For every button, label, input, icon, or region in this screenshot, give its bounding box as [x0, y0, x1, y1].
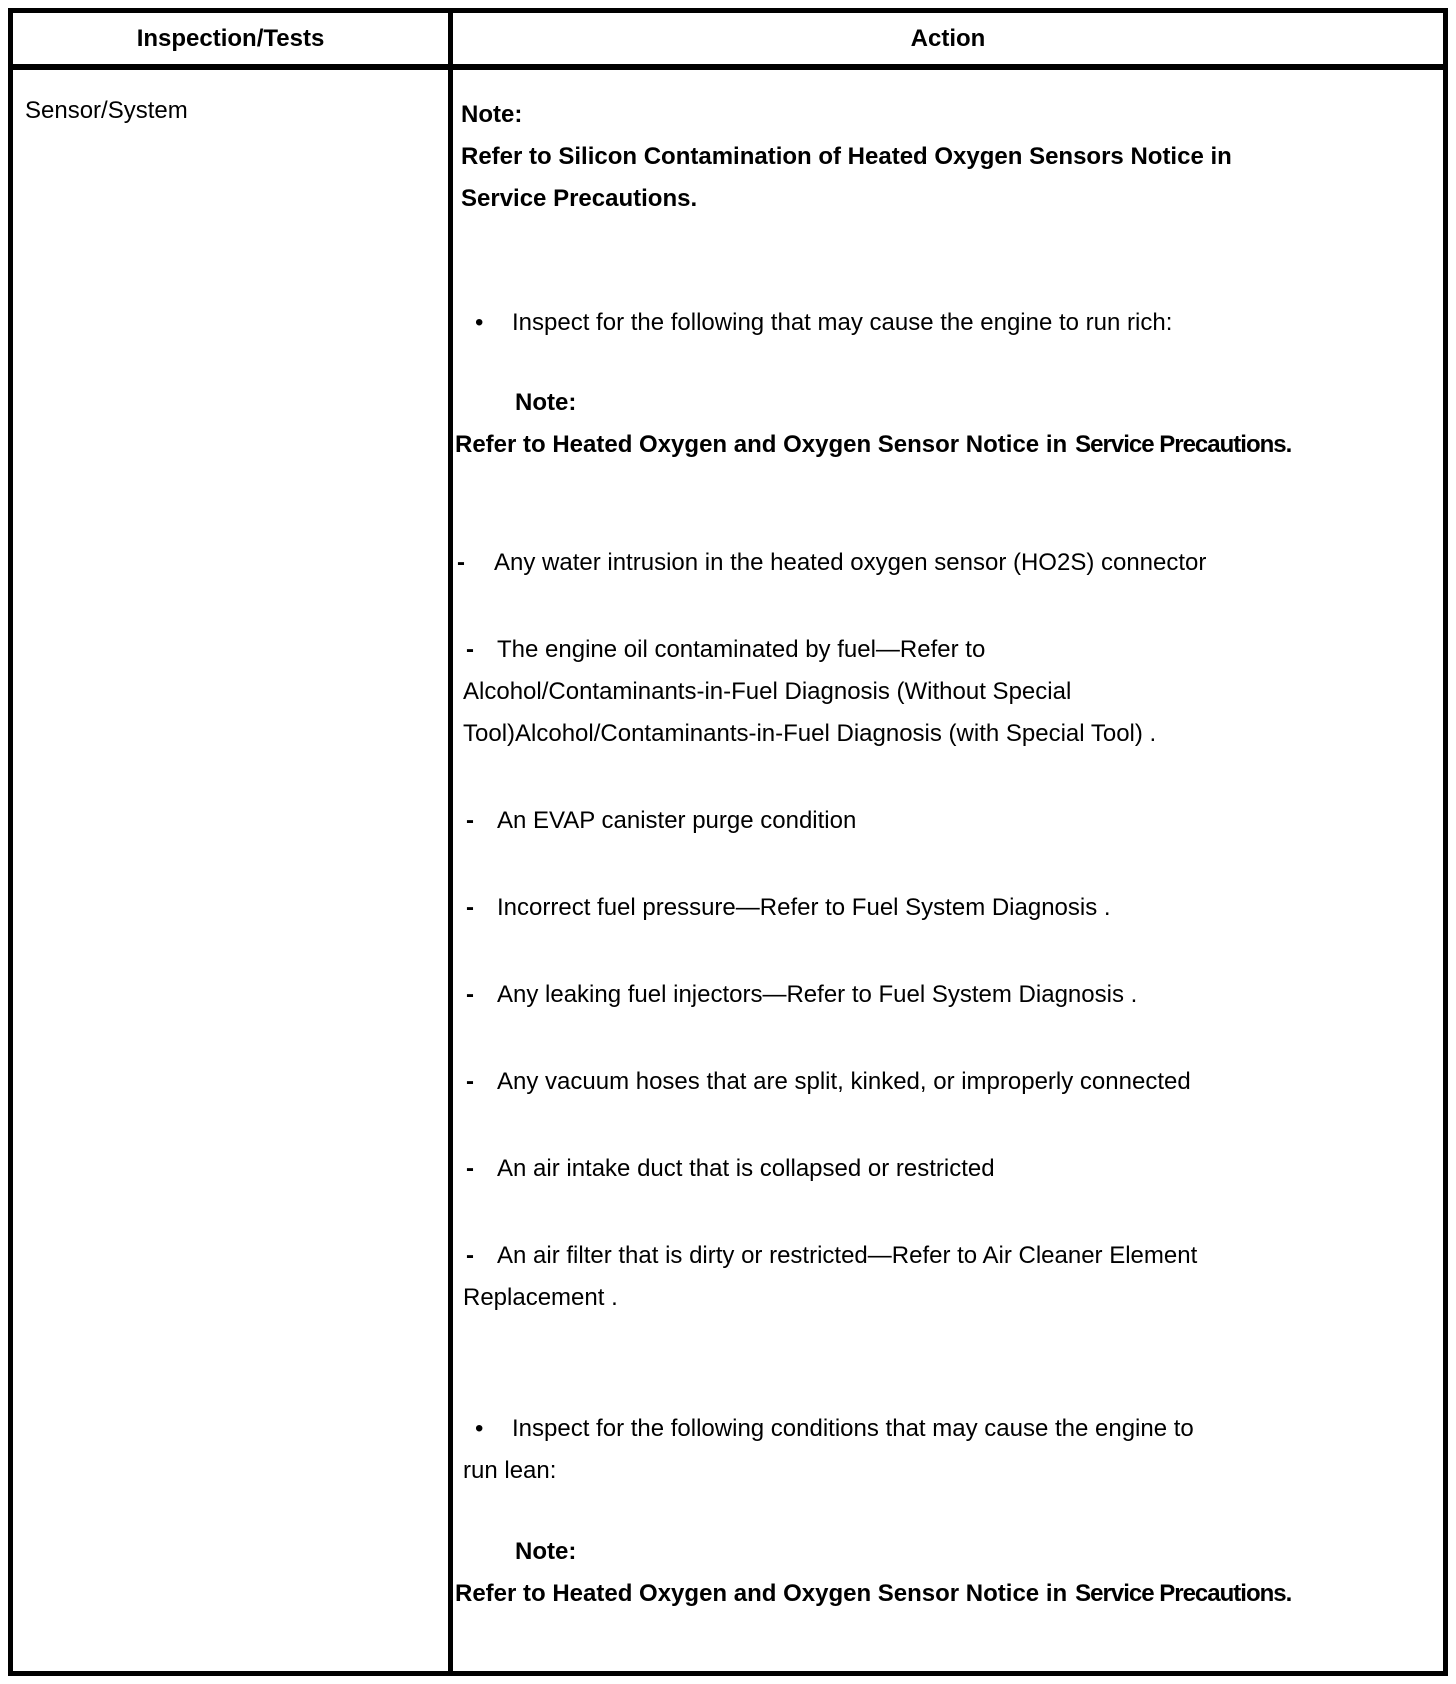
- dash-item-evap-canister: [455, 800, 1441, 842]
- dash-text: Any vacuum hoses that are split, kinked, or improperly connected: [497, 1068, 1191, 1095]
- bullet-icon: •: [475, 1415, 484, 1442]
- dash-item-fuel-pressure: [455, 887, 1441, 929]
- bullet-text: Inspect for the following conditions that may cause the engine to: [512, 1415, 1194, 1442]
- note-label: Note:: [515, 389, 577, 416]
- action-cell: [453, 70, 1443, 1671]
- note-label: Note:: [461, 101, 523, 128]
- dash-marker: -: [466, 636, 474, 663]
- dash-text-continuation: Alcohol/Contaminants-in-Fuel Diagnosis (Without Special: [463, 678, 1072, 705]
- dash-marker: -: [466, 894, 474, 921]
- note-text: Refer to Heated Oxygen and Oxygen Sensor Notice in: [455, 1580, 1068, 1607]
- dash-text: An air filter that is dirty or restricted—Refer to Air Cleaner Element: [497, 1242, 1198, 1269]
- note-text-line: Refer to Silicon Contamination of Heated Oxygen Sensors Notice in: [461, 143, 1232, 170]
- bullet-text: Inspect for the following that may cause the engine to run rich:: [512, 309, 1173, 336]
- note-text: Refer to Heated Oxygen and Oxygen Sensor Notice in: [455, 431, 1068, 458]
- bullet-icon: •: [475, 309, 484, 336]
- dash-item-leaking-injectors: [455, 974, 1441, 1016]
- dash-item-vacuum-hoses: [455, 1061, 1441, 1103]
- dash-marker: -: [466, 981, 474, 1008]
- dash-text: Any leaking fuel injectors—Refer to Fuel System Diagnosis .: [497, 981, 1138, 1008]
- inspection-action-table: [8, 8, 1448, 1676]
- note-label: Note:: [515, 1538, 577, 1565]
- dash-item-air-filter: [455, 1235, 1441, 1319]
- dash-text: Any water intrusion in the heated oxygen sensor (HO2S) connector: [494, 549, 1207, 576]
- inspection-cell: [13, 70, 453, 1671]
- service-precautions-reference: Service Precautions.: [1075, 1580, 1292, 1607]
- dash-text-continuation: Replacement .: [463, 1284, 618, 1311]
- note-text-line: [455, 1573, 1441, 1615]
- note-text-line: Service Precautions.: [461, 185, 698, 212]
- note-heated-oxygen-2: [455, 1531, 1441, 1615]
- note-silicon-contamination: [455, 94, 1441, 220]
- bullet-item-run-rich: [455, 302, 1441, 344]
- sensor-system-label: Sensor/System: [25, 97, 188, 124]
- table-row: [13, 70, 1443, 1671]
- dash-marker: -: [457, 549, 465, 576]
- dash-item-air-intake-duct: [455, 1148, 1441, 1190]
- note-text-line: [455, 424, 1441, 466]
- column-header-inspection-tests: Inspection/Tests: [13, 13, 453, 64]
- dash-item-engine-oil: [455, 629, 1441, 755]
- dash-text: Incorrect fuel pressure—Refer to Fuel System Diagnosis .: [497, 894, 1111, 921]
- service-precautions-reference: Service Precautions.: [1075, 431, 1292, 458]
- bullet-item-run-lean: [455, 1408, 1441, 1492]
- dash-marker: -: [466, 807, 474, 834]
- dash-text: The engine oil contaminated by fuel—Refer to: [497, 636, 986, 663]
- dash-item-water-intrusion: [455, 542, 1441, 584]
- dash-text: An EVAP canister purge condition: [497, 807, 857, 834]
- dash-text-continuation: Tool)Alcohol/Contaminants-in-Fuel Diagnosis (with Special Tool) .: [463, 720, 1157, 747]
- column-header-action: Action: [910, 24, 986, 52]
- note-heated-oxygen-1: [455, 382, 1441, 466]
- dash-text: An air intake duct that is collapsed or restricted: [497, 1155, 995, 1182]
- bullet-text-continuation: run lean:: [463, 1457, 557, 1484]
- dash-marker: -: [466, 1068, 474, 1095]
- dash-marker: -: [466, 1155, 474, 1182]
- table-header-row: [13, 13, 1443, 70]
- dash-marker: -: [466, 1242, 474, 1269]
